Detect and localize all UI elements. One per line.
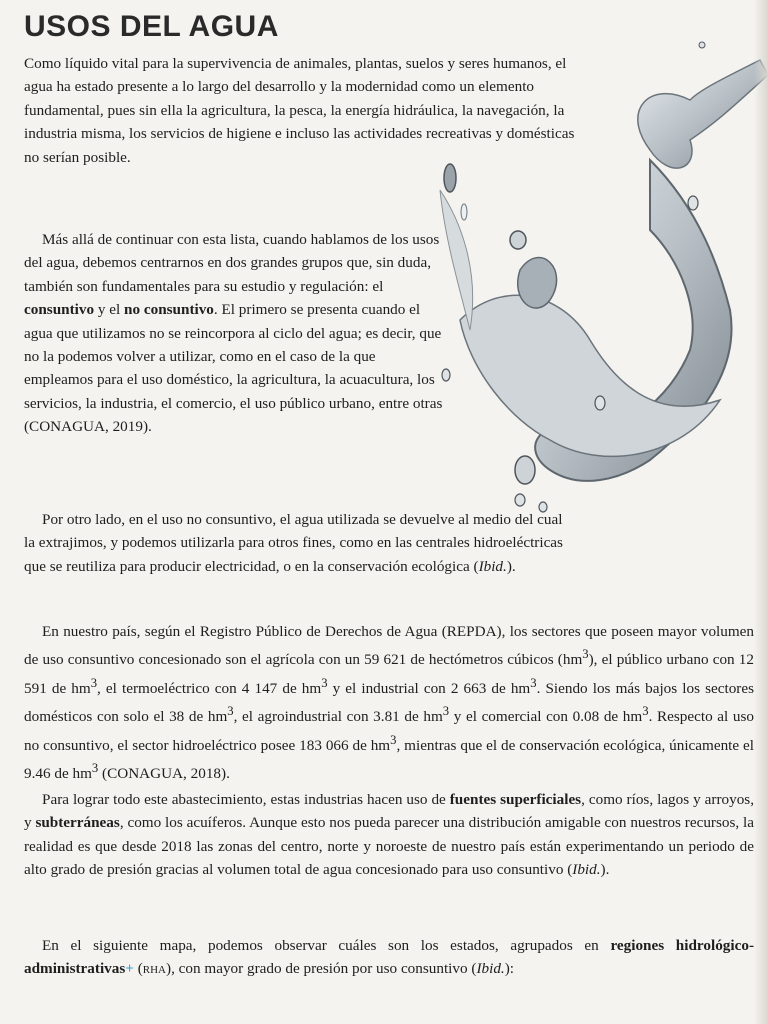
text-run: En nuestro país, según el Registro Público de Derechos de Agua (REPDA), los sectores que poseen mayor volumen de uso consuntivo concesionado son el agrícola con un 59 621 de hectómetros cúbicos (hm <box>24 623 754 669</box>
superscript: 3 <box>582 647 589 662</box>
superscript: 3 <box>530 675 537 690</box>
text-run: ( <box>133 960 143 978</box>
text-run: ). <box>506 557 516 575</box>
term-consuntivo: consuntivo <box>24 301 95 319</box>
paragraph-non-consumptive <box>24 508 564 578</box>
text-run: , el termoeléctrico con 4 147 de hm <box>97 679 322 697</box>
superscript: 3 <box>91 761 99 776</box>
superscript: 3 <box>442 704 450 719</box>
superscript: 3 <box>227 704 234 719</box>
term-no-consuntivo: no consuntivo <box>124 301 214 319</box>
text-run: ). <box>600 861 610 879</box>
text-run: . Siendo los más bajos los sectores domésticos con solo el 38 de hm <box>24 679 755 726</box>
text-run: Más allá de continuar con esta lista, cuando hablamos de los usos del agua, debemos centrarnos en dos grandes grupos que, sin duda, también son fundamentales para su estudio y regulación: el <box>24 231 440 295</box>
text-run: ): <box>504 960 514 978</box>
text-run: En el siguiente mapa, podemos observar cuáles son los estados, agrupados en <box>42 937 611 954</box>
page-title: USOS DEL AGUA <box>24 10 279 43</box>
citation-ibid: Ibid. <box>572 861 601 879</box>
text-run: , mientras que el de conservación ecológica, únicamente el 9.46 de hm <box>24 736 754 783</box>
superscript: 3 <box>321 675 328 690</box>
text-run: y el comercial con 0.08 de hm <box>449 708 643 726</box>
text-run: Por otro lado, en el uso no consuntivo, el agua utilizada se devuelve al medio del cual la extrajimos, y podemos utilizarla para otros fines, como en las centrales hidroeléctricas que se reutiliza para producir electricidad, o en la conservación ecológica ( <box>24 511 563 575</box>
text-run: . Respecto al uso no consuntivo, el sector hidroeléctrico posee 183 066 de hm <box>24 708 754 754</box>
text-run: , el agroindustrial con 3.81 de hm <box>233 708 443 726</box>
term-regiones-hidrologico-administrativas: regiones hidrológico-administrativas <box>24 937 755 978</box>
text-run: ), con mayor grado de presión por uso consuntivo ( <box>166 960 477 978</box>
text-run: ), el público urbano con 12 591 de hm <box>24 651 754 697</box>
paragraph-repda-volumes <box>24 620 754 786</box>
abbreviation-rha: rha <box>142 960 167 978</box>
superscript: 3 <box>642 704 649 719</box>
page-edge-shadow <box>754 0 768 1024</box>
superscript: 3 <box>390 732 397 747</box>
term-subterraneas: subterráneas <box>35 814 120 832</box>
text-run: y el industrial con 2 663 de hm <box>327 679 531 697</box>
text-run: (CONAGUA, 2018). <box>98 765 230 783</box>
paragraph-map-intro <box>24 934 754 981</box>
paragraph-consumptive-uses <box>24 228 444 439</box>
text-run: , como los acuíferos. Aunque esto nos pueda parecer una distribución amigable con nuestros recursos, la realidad es que desde 2018 las zonas del centro, norte y noroeste de nuestro país están experimentando un periodo de alto grado de presión gracias al volumen total de agua concesionado para uso consuntivo ( <box>24 814 754 879</box>
text-run: . El primero se presenta cuando el agua que utilizamos no se reincorpora al ciclo del agua; es decir, que no la podemos volver a utilizar, como en el caso de la que empleamos para el uso doméstico, la agricultura, la acuacultura, los servicios, la industria, el comercio, el uso público urbano, entre otras (CONAGUA, 2019). <box>24 301 443 436</box>
text-run: y el <box>94 301 125 319</box>
text-run: Para lograr todo este abastecimiento, estas industrias hacen uso de <box>42 791 450 808</box>
glossary-plus-icon[interactable]: + <box>125 960 134 978</box>
citation-ibid: Ibid. <box>476 960 505 978</box>
term-fuentes-superficiales: fuentes superficiales <box>449 791 582 808</box>
paragraph-intro: Como líquido vital para la supervivencia de animales, plantas, suelos y seres humanos, el agua ha estado presente a lo largo del desarrollo y la modernidad como un elemento fundamental, pues sin ella la agricultura, la pesca, la energía hidráulica, la navegación, la industria misma, los servicios de higiene e incluso las actividades recreativas y domésticas no serían posible. <box>24 55 575 166</box>
superscript: 3 <box>90 675 98 690</box>
paragraph-water-sources <box>24 788 754 882</box>
citation-ibid: Ibid. <box>478 557 507 575</box>
text-run: , como ríos, lagos y arroyos, y <box>24 791 755 832</box>
